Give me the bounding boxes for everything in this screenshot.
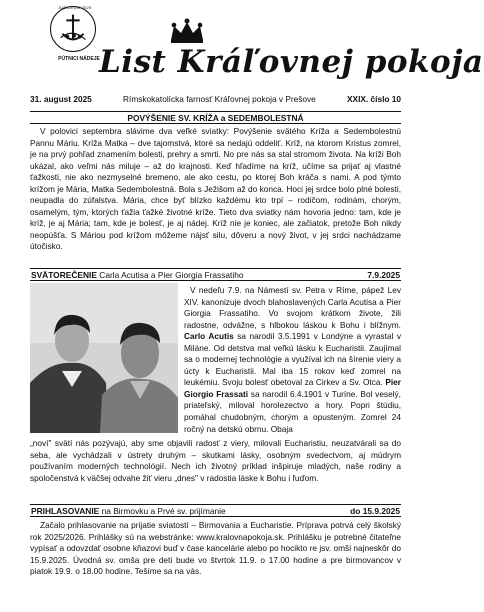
crown-icon — [168, 18, 206, 44]
side-text-1: V nedeľu 7.9. na Námestí sv. Petra v Ríme, pápež Lev XIV. kanonizuje dvoch blahoslavených Carla Acutisa a Pier Giorgia Frassatiho. Vo svojom krátkom živote, žili radostne, odvážne, s hlbokou láskou k Bohu i blížnym. — [184, 285, 401, 330]
canonization-side-text — [184, 285, 401, 435]
heading-prefix: SVÄTOREČENIE — [31, 269, 97, 280]
side-text-3: sa narodil 6.4.1901 v Turíne. Bol veselý, priateľský, miloval horolezectvo a hory. Popri štúdiu, pomáhal chudobným, chorým a opusteným. Zomrel 24 ročný na detskú obrnu. Obaja — [184, 388, 401, 434]
logo-bottom-text: PÚTNICI NÁDEJE — [58, 56, 100, 62]
photo-of-two-saints — [30, 283, 178, 433]
newsletter-title: List Kráľovnej pokoja — [99, 44, 484, 80]
issue-date: 31. august 2025 — [30, 94, 92, 104]
section-text-registration: Začalo prihlasovanie na prijatie sviatostí – Birmovania a Eucharistie. Príprava potrvá celý školský rok 2025/2026. Prihlášky sú na webstránke: www.kralovnapokoja.sk. Prihlášku je potrebné čitateľne vypísať a odovzdať osobne kňazovi buď v čase kancelárie alebo po hocikto re jsv. omši najneskôr do 15.9.2025. Úvodná sv. omša pre deti bude vo štvrtok 11.9. o 17.00 hodine a pre birmovancov v piatok 19.9. o 18.00 hodine. Tešíme sa na vás. — [30, 520, 401, 577]
heading-date: 7.9.2025 — [367, 269, 400, 280]
publisher: Rímskokatolícka farnosť Kráľovnej pokoja v Prešove — [123, 94, 316, 104]
saint-name-carlo: Carlo Acutis — [184, 331, 234, 342]
issue-info-bar — [30, 94, 401, 104]
heading-date: do 15.9.2025 — [350, 505, 400, 516]
heading-rest: na Birmovku a Prvé sv. prijímanie — [101, 505, 226, 516]
section-text-cross: V polovici septembra slávime dva veľké sviatky: Povýšenie svätého Kríža a Sedembolestnú Pannu Máriu. Kríža Matka – dve tajomstvá, ktoré sa nedajú oddeliť. Kríž, na ktorom Kristus zomrel, je na prvý pohľad znamením bolesti, prehry a smrti. No pre nás sa stal stromom života. Na kríži Boh ukázal, ako veľmi nás miluje – až do krajnosti. Keď hľadíme na kríž, učíme sa prijať aj vlastné ťažkosti, nie ako nezmyselné bremeno, ale ako cestu, po ktorej Boh kráča s nami. A pod týmto krížom je Mária, Matka Sedembolestná. Bola s Ježišom až do konca. Hoci jej srdce bolo plné bolesti, neupadla do zúfalstva. Mária, chce byť blízko každému kto trpí – rodičom, rodinám, chorým, osamelým, tým, ktorých ťažia ťažké životné kríže. Tieto dva sviatky nám hovoria jedno: tam, kde je kríž, je aj Mária; tam, kde je bolesť, je aj nádej. Kríž nie je koniec, ale začiatok, pretože Boh nikdy neopúšťa. S Máriou pod krížom môžeme nájsť silu, dôveru a nový život, v jej srdci nachádzame útočisko. — [30, 126, 401, 252]
heading-rest: Carla Acutisa a Pier Giorgia Frassatiho — [99, 269, 244, 280]
side-text-2: sa narodil 3.5.1991 v Londýne a vyrastal v Miláne. Od detstva mal veľkú lásku k Eucharistii. Zaujímal sa o modernej technológie a využíval ich na šírenie viery a úcty k Eucharistii. Mal iba 15 rokov keď zomrel na leukémiu. Svoju bolesť obetoval za Cirkev a Sv. Otca. — [184, 331, 401, 388]
heading-prefix: PRIHLASOVANIE — [31, 505, 100, 516]
saints-photo — [30, 283, 178, 433]
saint-name-pier-giorgio: Pier Giorgio Frassati — [184, 377, 401, 399]
issue-number: XXIX. číslo 10 — [347, 94, 401, 104]
section-heading-canonization — [30, 268, 401, 281]
anchor-cross-icon — [51, 7, 95, 51]
section-heading-registration — [30, 504, 401, 517]
section-heading-cross: POVÝŠENIE SV. KRÍŽA a SEDEMBOLESTNÁ — [30, 111, 401, 124]
canonization-full-text: „noví" svätí nás pozývajú, aby sme objavili radosť z viery, milovali Eucharistiu, neuzatvárali sa do seba, ale vychádzali v ústrety druhým – skutkami lásky, osobným svedectvom, aj múdrym používaním moderných technológií. Nech ich životný príklad inšpiruje mladých, naše rodiny a spoločenstvá k väčšej odvahe žiť vieru „dnes" v radostia láske k Bohu i ľuďom. — [30, 438, 401, 483]
jubilee-logo — [50, 6, 96, 52]
logo-top-text: JUBILEUM 2025 — [58, 5, 92, 10]
